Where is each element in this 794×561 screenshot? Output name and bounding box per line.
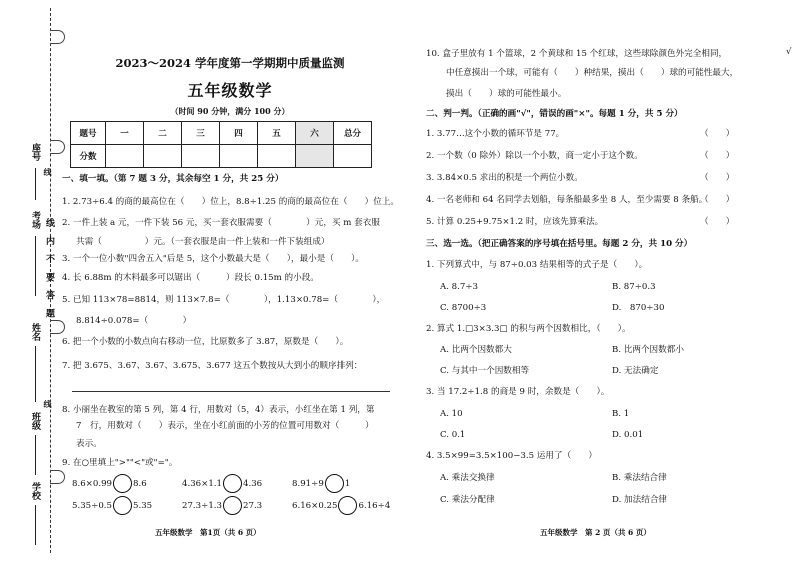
question-10-line-3: 摸出（ ）球的可能性最小。	[446, 89, 567, 99]
question-7-answer-line[interactable]	[72, 391, 390, 392]
school-label: 学校	[30, 482, 40, 500]
choice-option[interactable]: C. 与其中一个因数相等	[440, 366, 530, 376]
choice-question-2: 2. 算式 1.□3×3.3□ 的积与两个因数相比，（ ）。	[426, 324, 631, 334]
score-cell[interactable]	[106, 145, 144, 168]
time-note: （时间 90 分钟，满分 100 分）	[170, 106, 290, 116]
edge-mark: √	[786, 47, 792, 57]
choice-question-4: 4. 3.5×99=3.5×100−3.5 运用了（ ）	[426, 451, 597, 461]
question-7: 7. 把 3.675、3.67、3.67、3.675、3.677 这五个数按从大到小的顺序排列：	[62, 361, 363, 371]
choice-option[interactable]: C. 8700÷3	[440, 303, 487, 313]
compare-circle[interactable]	[223, 474, 242, 493]
compare-circle[interactable]	[113, 496, 132, 515]
score-cell[interactable]	[220, 145, 258, 168]
score-header-cell: 五	[258, 122, 296, 145]
score-header-cell: 总分	[334, 122, 372, 145]
choice-question-3: 3. 当 17.2÷1.8 的商是 9 时，余数是（ ）。	[426, 387, 610, 397]
score-table-row	[71, 145, 372, 168]
page-2-footer: 五年级数学 第 2 页（共 6 页）	[540, 528, 651, 537]
score-header-cell: 三	[182, 122, 220, 145]
score-header-cell: 题号	[71, 122, 106, 145]
choice-option[interactable]: B. 87÷0.3	[612, 282, 656, 292]
class-label: 班级	[30, 412, 40, 430]
judge-item-3: 3. 3.84×0.5 求出的积是一个两位小数。	[426, 173, 583, 183]
question-2-line-1: 2. 一件上装 a 元，一件下装 56 元，买一套衣服需要（ ）元，买 m 套衣服	[62, 218, 380, 228]
name-line	[35, 346, 36, 402]
choice-option[interactable]: C. 乘法分配律	[440, 495, 495, 505]
choice-option[interactable]: C. 0.1	[440, 430, 466, 440]
exam-room-label: 考场	[30, 211, 40, 229]
score-table-header-row	[71, 122, 372, 145]
judge-item-5: 5. 计算 0.25+9.75×1.2 时，应该先算乘法。	[426, 217, 604, 227]
compare-circle[interactable]	[338, 496, 357, 515]
choice-option[interactable]: A. 10	[440, 409, 463, 419]
judge-answer-5[interactable]: （ ）	[700, 217, 735, 227]
score-header-cell: 二	[144, 122, 182, 145]
question-8-line-2: 7 行，用数对（ ）表示，坐在小红前面的小芳的位置可用数对（ ）	[76, 421, 374, 431]
score-table	[70, 121, 372, 168]
subject-title: 五年级数学	[187, 81, 273, 100]
choice-option[interactable]: D. 无法确定	[612, 366, 659, 376]
question-5-line-2: 8.814÷0.078=（ ）	[76, 316, 192, 326]
question-2-line-2: 共需（ ）元。（一套衣服是由一件上装和一件下装组成）	[76, 237, 330, 247]
seal-mark-right: 线	[43, 400, 53, 408]
exam-title: 2023～2024 学年度第一学期期中质量监测	[115, 56, 345, 70]
question-5-line-1: 5. 已知 113×78=8814，则 113×7.8=（ ），1.13×0.78=（ ），	[62, 295, 386, 305]
seat-number-label: 座号	[30, 143, 40, 161]
score-header-cell: 六	[296, 122, 334, 145]
binding-hole	[50, 140, 65, 154]
choice-option[interactable]: A. 乘法交换律	[440, 473, 495, 483]
compare-item: 27.3÷1.3 27.3	[182, 496, 262, 515]
page-1-footer: 五年级数学 第1页（共 6 页）	[155, 528, 261, 537]
name-label: 姓名	[30, 323, 40, 341]
score-cell[interactable]	[182, 145, 220, 168]
choice-option[interactable]: B. 比两个因数都小	[612, 345, 684, 355]
question-9: 9. 在○里填上">""<"或"="。	[62, 458, 178, 468]
judge-answer-4[interactable]: （ ）	[700, 195, 735, 205]
seal-notice: 线 内 不 要 答 题	[44, 218, 54, 321]
compare-item: 8.6×0.99 8.6	[72, 474, 147, 493]
compare-item: 6.16×0.25 6.16÷4	[292, 496, 390, 515]
seal-mark-left: 线	[43, 168, 53, 176]
question-8-line-1: 8. 小丽坐在教室的第 5 列，第 4 行，用数对（5，4）表示，小红坐在第 1 列，第	[62, 405, 375, 415]
choice-option[interactable]: D. 0.01	[612, 430, 644, 440]
score-cell[interactable]	[144, 145, 182, 168]
question-1: 1. 2.73÷6.4 的商的最高位在（ ）位上，8.8÷1.25 的商的最高位在（ ）位上。	[62, 197, 400, 207]
score-cell[interactable]	[296, 145, 334, 168]
score-cell[interactable]	[258, 145, 296, 168]
score-cell[interactable]	[334, 145, 372, 168]
seat-number-line	[35, 168, 36, 200]
compare-circle[interactable]	[223, 496, 242, 515]
section-3-heading: 三、选一选。（把正确答案的序号填在括号里。每题 2 分，共 10 分）	[426, 239, 693, 249]
question-3: 3. 一个一位小数"四舍五入"后是 5，这个小数最大是（ ），最小是（ ）。	[62, 254, 365, 264]
judge-answer-3[interactable]: （ ）	[700, 173, 735, 183]
binding-hole	[50, 470, 65, 484]
choice-option[interactable]: B. 1	[612, 409, 630, 419]
compare-circle[interactable]	[325, 474, 344, 493]
choice-option[interactable]: A. 8.7÷3	[440, 282, 479, 292]
binding-hole	[50, 320, 65, 334]
compare-item: 5.35÷0.5 5.35	[72, 496, 152, 515]
choice-option[interactable]: B. 乘法结合律	[612, 473, 667, 483]
score-header-cell: 四	[220, 122, 258, 145]
class-line	[35, 435, 36, 475]
binding-hole	[50, 30, 65, 44]
question-10-line-2: 中任意摸出一个球，可能有（ ）种结果，摸出（ ）球的可能性最大，	[446, 68, 739, 78]
choice-option[interactable]: D. 加法结合律	[612, 495, 668, 505]
exam-room-line	[35, 236, 36, 296]
question-10-line-1: 10. 盒子里放有 1 个篮球，2 个黄球和 15 个红球，这些球除颜色外完全相同，	[426, 49, 728, 59]
choice-question-1: 1. 下列算式中，与 87÷0.03 结果相等的式子是（ ）。	[426, 260, 648, 270]
question-4: 4. 长 6.88m 的木料最多可以锯出（ ）段长 0.15m 的小段。	[62, 273, 319, 283]
judge-item-4: 4. 一名老师和 64 名同学去划船，每条船最多坐 8 人，至少需要 8 条船。	[426, 195, 708, 205]
section-2-heading: 二、判一判。（正确的画"√"，错误的画"×"。每题 1 分，共 5 分）	[426, 109, 683, 119]
score-header-cell: 一	[106, 122, 144, 145]
judge-item-1: 1. 3.77…这个小数的循环节是 77。	[426, 129, 565, 139]
judge-answer-1[interactable]: （ ）	[700, 129, 735, 139]
judge-item-2: 2. 一个数（0 除外）除以一个小数，商一定小于这个数。	[426, 151, 643, 161]
judge-answer-2[interactable]: （ ）	[700, 151, 735, 161]
question-6: 6. 把一个小数的小数点向右移动一位，比原数多了 3.87，原数是（ ）。	[62, 337, 349, 347]
compare-item: 4.36×1.1 4.36	[182, 474, 262, 493]
compare-circle[interactable]	[113, 474, 132, 493]
school-line	[35, 505, 36, 545]
choice-option[interactable]: A. 比两个因数都大	[440, 345, 512, 355]
section-1-heading: 一、填一填。（第 7 题 3 分，其余每空 1 分，共 25 分）	[62, 174, 284, 184]
question-8-line-3: 表示。	[76, 439, 102, 449]
score-row-label: 分数	[71, 145, 106, 168]
compare-item: 8.91÷9 1	[292, 474, 350, 493]
choice-option[interactable]: D. 870÷30	[612, 303, 665, 313]
